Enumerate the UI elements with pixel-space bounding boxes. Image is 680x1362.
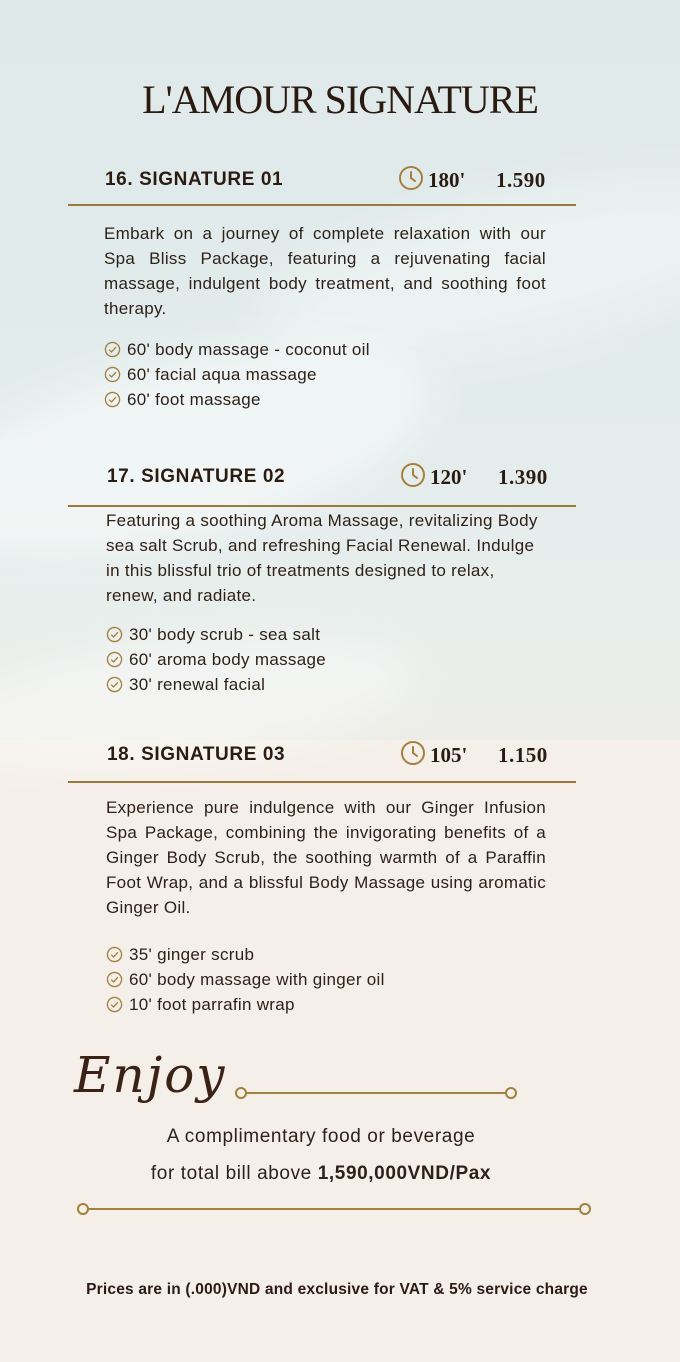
price-footnote: Prices are in (.000)VND and exclusive for VAT & 5% service charge xyxy=(86,1281,588,1298)
package-price: 1.150 xyxy=(498,743,548,767)
check-circle-icon xyxy=(104,341,121,358)
package-name: 16. SIGNATURE 01 xyxy=(105,169,284,190)
check-circle-icon xyxy=(106,676,123,693)
list-item xyxy=(104,362,370,387)
list-item xyxy=(106,967,385,992)
package-description: Embark on a journey of complete relaxation with our Spa Bliss Package, featuring a rejuvenating facial massage, indulgent body treatment, and soothing foot therapy. xyxy=(104,224,546,318)
clock-icon xyxy=(400,740,426,766)
divider-line xyxy=(68,781,576,783)
check-circle-icon xyxy=(106,626,123,643)
package-header-3 xyxy=(0,738,680,778)
package-duration: 105' xyxy=(430,743,468,767)
ornament-dot xyxy=(505,1087,517,1099)
package-header-1 xyxy=(0,163,680,203)
package-price: 1.590 xyxy=(496,168,546,192)
package-name: 17. SIGNATURE 02 xyxy=(107,466,286,487)
list-item xyxy=(106,622,326,647)
item-label: 30' body scrub - sea salt xyxy=(129,624,321,644)
ornament-dot xyxy=(579,1203,591,1215)
clock-icon xyxy=(398,165,424,191)
item-label: 60' foot massage xyxy=(127,389,261,409)
package-items xyxy=(104,337,370,412)
list-item xyxy=(106,672,326,697)
package-description: Featuring a soothing Aroma Massage, revitalizing Body sea salt Scrub, and refreshing Facial Renewal. Indulge in this blissful trio of treatments designed to relax, renew, and radiate. xyxy=(106,511,538,605)
package-items xyxy=(106,622,326,697)
page-title: L'AMOUR SIGNATURE xyxy=(142,77,538,122)
list-item xyxy=(104,337,370,362)
check-circle-icon xyxy=(106,996,123,1013)
check-circle-icon xyxy=(106,971,123,988)
check-circle-icon xyxy=(104,366,121,383)
package-description: Experience pure indulgence with our Ginger Infusion Spa Package, combining the invigorating benefits of a Ginger Body Scrub, the soothing warmth of a Paraffin Foot Wrap, and a blissful Body Massage using aromatic Ginger Oil. xyxy=(106,798,546,917)
offer-line-2 xyxy=(0,1163,642,1185)
divider-line xyxy=(68,204,576,206)
ornament-line xyxy=(87,1208,579,1210)
check-circle-icon xyxy=(104,391,121,408)
item-label: 60' body massage with ginger oil xyxy=(129,969,385,989)
item-label: 10' foot parrafin wrap xyxy=(129,994,295,1014)
enjoy-heading: Enjoy xyxy=(74,1046,227,1104)
list-item xyxy=(106,992,385,1017)
package-duration: 120' xyxy=(430,465,468,489)
package-duration: 180' xyxy=(428,168,466,192)
list-item xyxy=(106,942,385,967)
offer-line-1: A complimentary food or beverage xyxy=(166,1126,476,1147)
package-name: 18. SIGNATURE 03 xyxy=(107,744,286,765)
ornament-line xyxy=(245,1092,505,1094)
package-items xyxy=(106,942,385,1017)
offer-prefix: for total bill above xyxy=(150,1163,318,1184)
item-label: 60' aroma body massage xyxy=(129,649,326,669)
check-circle-icon xyxy=(106,946,123,963)
check-circle-icon xyxy=(106,651,123,668)
item-label: 30' renewal facial xyxy=(129,674,266,694)
item-label: 35' ginger scrub xyxy=(129,944,255,964)
list-item xyxy=(106,647,326,672)
item-label: 60' facial aqua massage xyxy=(127,364,317,384)
divider-line xyxy=(68,505,576,507)
item-label: 60' body massage - coconut oil xyxy=(127,339,370,359)
list-item xyxy=(104,387,370,412)
clock-icon xyxy=(400,462,426,488)
package-price: 1.390 xyxy=(498,465,548,489)
package-header-2 xyxy=(0,460,680,500)
offer-amount: 1,590,000VND/Pax xyxy=(317,1163,492,1184)
